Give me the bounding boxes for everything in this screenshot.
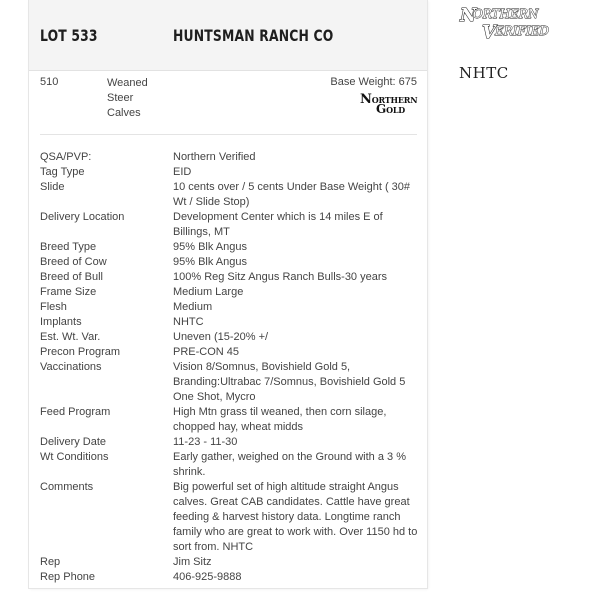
detail-value: Medium	[173, 301, 213, 313]
detail-label: Rep Phone	[40, 571, 96, 583]
northern-gold-logo: NORTHERN GOLD	[360, 92, 418, 116]
detail-row	[40, 345, 425, 360]
detail-label: Breed of Cow	[40, 256, 107, 268]
summary-divider	[40, 134, 417, 135]
detail-value: Vision 8/Somnus, Bovishield Gold 5, Branding:Ultrabac 7/Somnus, Bovishield Gold 5 One Shot, Mycro	[173, 361, 406, 403]
detail-row	[40, 315, 425, 330]
detail-label: Delivery Location	[40, 211, 125, 223]
detail-row	[40, 450, 425, 480]
description-line: Calves	[107, 107, 141, 119]
detail-row	[40, 285, 425, 300]
detail-row	[40, 270, 425, 285]
detail-label: Implants	[40, 316, 82, 328]
detail-label: Feed Program	[40, 406, 111, 418]
detail-value: Development Center which is 14 miles E of Billings, MT	[173, 211, 383, 238]
detail-value: High Mtn grass til weaned, then corn silage, chopped hay, wheat midds	[173, 406, 387, 433]
detail-row	[40, 330, 425, 345]
lot-number: LOT 533	[40, 26, 98, 45]
detail-row	[40, 210, 425, 240]
detail-row	[40, 480, 425, 555]
detail-label: Vaccinations	[40, 361, 102, 373]
nhtc-label: NHTC	[459, 64, 509, 82]
svg-text:ERIFIED: ERIFIED	[495, 24, 549, 38]
detail-value: 10 cents over / 5 cents Under Base Weight ( 30# Wt / Slide Stop)	[173, 181, 411, 208]
detail-value: Jim Sitz	[173, 556, 212, 568]
detail-row	[40, 570, 425, 585]
cattle-description	[107, 76, 148, 121]
description-line: Steer	[107, 92, 134, 104]
ranch-name: HUNTSMAN RANCH CO	[173, 26, 334, 45]
detail-value: Medium Large	[173, 286, 244, 298]
detail-label: Wt Conditions	[40, 451, 109, 463]
lot-header	[29, 0, 427, 71]
detail-label: Comments	[40, 481, 94, 493]
svg-text:N: N	[460, 5, 477, 26]
detail-label: Est. Wt. Var.	[40, 331, 101, 343]
detail-row	[40, 180, 425, 210]
detail-label: QSA/PVP:	[40, 151, 92, 163]
detail-label: Delivery Date	[40, 436, 107, 448]
detail-value: Early gather, weighed on the Ground with a 3 % shrink.	[173, 451, 406, 478]
detail-label: Rep	[40, 556, 61, 568]
head-count: 510	[40, 76, 59, 88]
detail-row	[40, 150, 425, 165]
detail-label: Breed Type	[40, 241, 97, 253]
svg-text:V: V	[482, 22, 496, 42]
detail-label: Flesh	[40, 301, 67, 313]
detail-value: 11-23 - 11-30	[173, 436, 238, 448]
detail-row	[40, 555, 425, 570]
detail-value: EID	[173, 166, 192, 178]
svg-text:ORTHERN: ORTHERN	[473, 7, 539, 21]
detail-value: Big powerful set of high altitude straight Angus calves. Great CAB candidates. Cattle have great feeding & harvest history data. Longtime ranch family who are great to work with. Over 1150 hd to sort from. NHTC	[173, 481, 418, 553]
detail-label: Slide	[40, 181, 65, 193]
detail-label: Frame Size	[40, 286, 97, 298]
detail-row	[40, 405, 425, 435]
lot-summary	[29, 70, 427, 134]
detail-value: 406-925-9888	[173, 571, 242, 583]
detail-row	[40, 435, 425, 450]
detail-value: 100% Reg Sitz Angus Ranch Bulls-30 years	[173, 271, 388, 283]
detail-row	[40, 300, 425, 315]
detail-value: Uneven (15-20% +/	[173, 331, 269, 343]
detail-value: NHTC	[173, 316, 204, 328]
detail-value: 95% Blk Angus	[173, 256, 247, 268]
description-line: Weaned	[107, 77, 148, 89]
base-weight: Base Weight: 675	[330, 76, 417, 88]
detail-row	[40, 360, 425, 405]
detail-value: PRE-CON 45	[173, 346, 240, 358]
detail-label: Precon Program	[40, 346, 121, 358]
lot-card	[29, 0, 427, 588]
detail-value: Northern Verified	[173, 151, 256, 163]
detail-label: Breed of Bull	[40, 271, 103, 283]
detail-row	[40, 240, 425, 255]
detail-row	[40, 165, 425, 180]
detail-value: 95% Blk Angus	[173, 241, 247, 253]
northern-verified-logo	[458, 4, 554, 42]
detail-label: Tag Type	[40, 166, 85, 178]
lot-details	[40, 150, 425, 585]
detail-row	[40, 255, 425, 270]
